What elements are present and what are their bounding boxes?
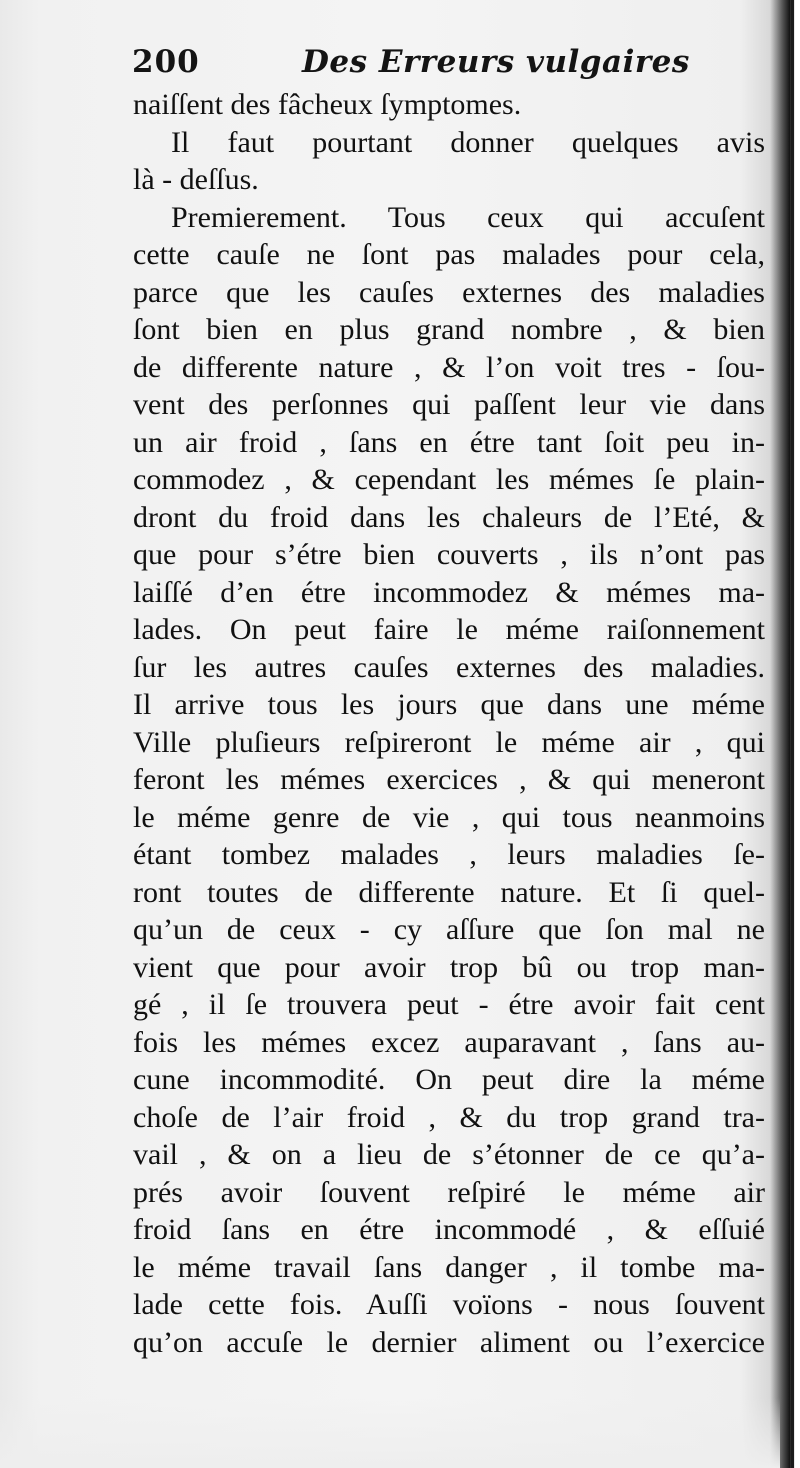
text-line: lades. On peut faire le méme raiſonnement (133, 613, 765, 646)
text-line: ront toutes de differente nature. Et ſi quel- (133, 875, 765, 909)
text-line: feront les mémes exercices , & qui meneront (133, 763, 765, 796)
text-line: un air froid , ſans en étre tant ſoit peu in- (133, 425, 765, 459)
text-line: Il faut pourtant donner quelques avis (171, 125, 765, 159)
text-line: que pour s’étre bien couverts , ils n’ont pas (133, 538, 765, 571)
text-line: cette cauſe ne ſont pas malades pour cela, (133, 238, 765, 271)
text-line: naiſſent des fâcheux ſymptomes. (133, 88, 522, 121)
text-line: fois les mémes excez auparavant , ſans au- (133, 1025, 765, 1059)
text-line: de differente nature , & l’on voit tres - ſou- (133, 350, 765, 384)
page-bottom-margin (0, 1398, 780, 1468)
text-line: gé , il ſe trouvera peut - étre avoir fait cent (133, 988, 765, 1021)
body-text (133, 86, 765, 1361)
text-line: le méme travail ſans danger , il tombe ma- (133, 1250, 765, 1284)
text-line: ſont bien en plus grand nombre , & bien (133, 313, 765, 346)
text-line: Ville pluſieurs reſpireront le méme air , qui (133, 725, 765, 759)
page-edge-shadow (791, 0, 794, 1468)
text-line: lade cette fois. Auſſi voïons - nous ſouvent (133, 1288, 765, 1321)
text-line: commodez , & cependant les mémes ſe plain- (133, 463, 765, 496)
running-title: Des Erreurs vulgaires (302, 44, 690, 80)
text-line: dront du froid dans les chaleurs de l’Eté, & (133, 500, 765, 534)
text-line: vail , & on a lieu de s’étonner de ce qu’a- (133, 1138, 765, 1171)
text-line: là - deſſus. (133, 163, 259, 196)
page-number: 200 (132, 44, 200, 80)
text-line: vient que pour avoir trop bû ou trop man- (133, 950, 765, 984)
text-line: qu’on accuſe le dernier aliment ou l’exercice (133, 1325, 765, 1359)
text-line: prés avoir ſouvent reſpiré le méme air (133, 1175, 765, 1209)
text-line: froid ſans en étre incommodé , & eſſuié (133, 1213, 765, 1246)
text-line: laiſſé d’en étre incommodez & mémes ma- (133, 575, 765, 609)
text-line: qu’un de ceux - cy aſſure que ſon mal ne (133, 913, 765, 946)
text-line: parce que les cauſes externes des maladies (133, 275, 765, 309)
text-line: vent des perſonnes qui paſſent leur vie dans (133, 388, 765, 421)
text-line: le méme genre de vie , qui tous neanmoins (133, 800, 765, 834)
text-line: cune incommodité. On peut dire la méme (133, 1063, 765, 1096)
text-line: Il arrive tous les jours que dans une méme (133, 688, 765, 721)
text-line: Premierement. Tous ceux qui accuſent (171, 200, 765, 234)
text-line: choſe de l’air froid , & du trop grand tra- (133, 1100, 765, 1134)
text-line: ſur les autres cauſes externes des maladies. (133, 650, 765, 684)
text-line: étant tombez malades , leurs maladies ſe- (133, 838, 765, 871)
